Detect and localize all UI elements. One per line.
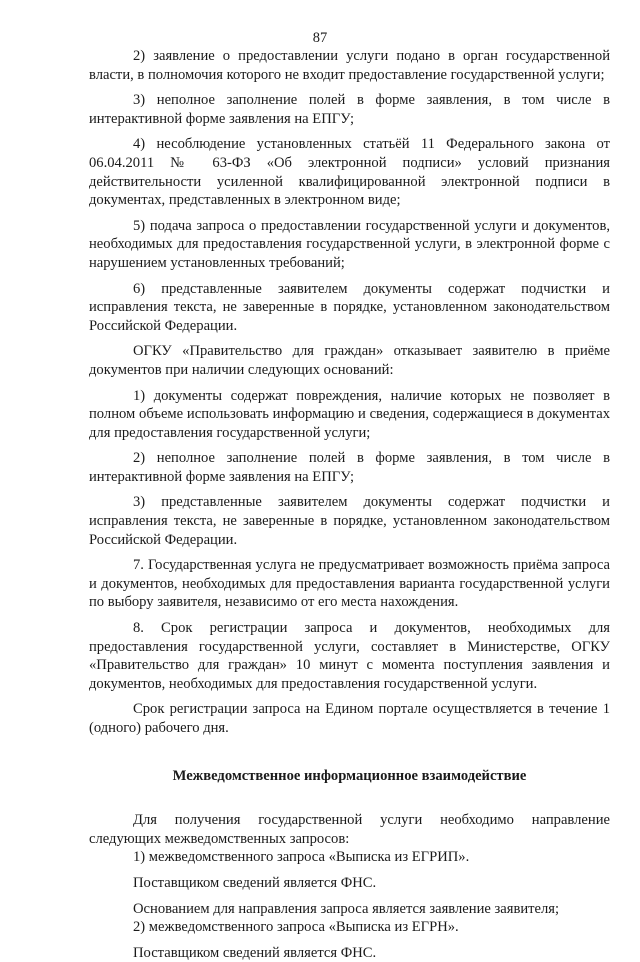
paragraph-item-7: 7. Государственная услуга не предусматривает возможность приёма запроса и документов, необходимых для предоставления варианта государственной услуги по выбору заявителя, независимо от его места нахождения. (89, 557, 610, 611)
paragraph-refusal-4: 4) несоблюдение установленных статьёй 11 Федерального закона от 06.04.2011 № 63-ФЗ «Об электронной подписи» условий признания действительности усиленной квалифицированной электронной подписи в документах, представленных в электронном виде; (89, 136, 610, 209)
paragraph-request-2: 2) межведомственного запроса «Выписка из ЕГРН». (133, 919, 459, 936)
paragraph-supplier-2: Поставщиком сведений является ФНС. (133, 944, 377, 961)
paragraph-ogku-2: 2) неполное заполнение полей в форме заявления, в том числе в интерактивной форме заявления на ЕПГУ; (89, 450, 610, 485)
paragraph-basis: Основанием для направления запроса является заявление заявителя; (133, 900, 560, 917)
paragraph-ogku-intro: ОГКУ «Правительство для граждан» отказывает заявителю в приёме документов при наличии следующих оснований: (89, 343, 610, 378)
paragraph-request-1: 1) межведомственного запроса «Выписка из ЕГРИП». (133, 849, 470, 866)
paragraph-ogku-1: 1) документы содержат повреждения, наличие которых не позволяет в полном объеме использовать информацию и сведения, содержащиеся в документах для предоставления государственной услуги; (89, 387, 610, 441)
document-body (89, 47, 610, 962)
paragraph-portal-term: Срок регистрации запроса на Едином портале осуществляется в течение 1 (одного) рабочего дня. (89, 701, 610, 736)
paragraph-refusal-5: 5) подача запроса о предоставлении государственной услуги и документов, необходимых для предоставления государственной услуги, в электронной форме с нарушением установленных требований; (89, 217, 610, 271)
paragraph-refusal-2: 2) заявление о предоставлении услуги подано в орган государственной власти, в полномочия которого не входит предоставление государственной услуги; (89, 48, 610, 83)
paragraph-refusal-3: 3) неполное заполнение полей в форме заявления, в том числе в интерактивной форме заявления на ЕПГУ; (89, 92, 610, 127)
paragraph-item-8: 8. Срок регистрации запроса и документов, необходимых для предоставления государственной услуги, составляет в Министерстве, ОГКУ «Правительство для граждан» 10 минут с момента поступления заявления и документов, необходимых для предоставления государственной услуги. (89, 620, 610, 692)
paragraph-supplier-1: Поставщиком сведений является ФНС. (133, 874, 377, 891)
page-number: 87 (312, 30, 328, 46)
paragraph-ogku-3: 3) представленные заявителем документы содержат подчистки и исправления текста, не заверенные в порядке, установленном законодательством Российской Федерации. (89, 494, 610, 548)
paragraph-refusal-6: 6) представленные заявителем документы содержат подчистки и исправления текста, не заверенные в порядке, установленном законодательством Российской Федерации. (89, 280, 610, 334)
section-heading: Межведомственное информационное взаимодействие (172, 767, 527, 784)
paragraph-interagency-intro: Для получения государственной услуги необходимо направление следующих межведомственных запросов: (89, 812, 610, 847)
